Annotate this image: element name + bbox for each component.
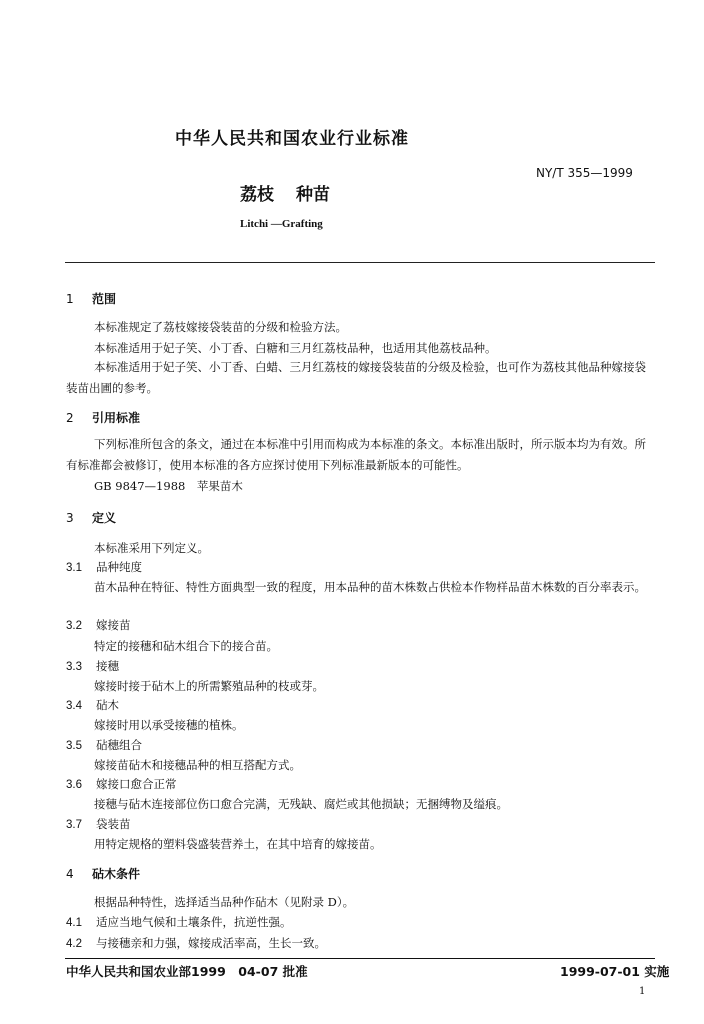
section-3-para-1: 本标准采用下列定义。 — [94, 541, 209, 555]
section-2-para-1: 下列标准所包含的条文，通过在本标准中引用而构成为本标准的条文。本标准出版时，所示版本均为有效。所有标准都会被修订，使用本标准的各方应探讨使用下列标准最新版本的可能性。 — [66, 437, 646, 472]
definition-3-4-text: 嫁接时用以承受接穗的植株。 — [94, 718, 244, 732]
section-1-para-1: 本标准规定了荔枝嫁接袋装苗的分级和检验方法。 — [94, 320, 347, 334]
document-title-part-1: 荔枝 — [240, 185, 274, 205]
footer-divider — [65, 958, 655, 959]
section-4-item-2: 4.2 与接穗亲和力强，嫁接成活率高，生长一致。 — [66, 936, 326, 950]
standard-number: NY/T 355—1999 — [536, 166, 633, 180]
section-2-reference: GB 9847—1988 苹果苗木 — [94, 479, 243, 493]
definition-3-2-heading: 3.2 嫁接苗 — [66, 618, 131, 632]
section-1-heading: 1 范围 — [66, 292, 117, 306]
definition-3-1-heading: 3.1 品种纯度 — [66, 560, 142, 574]
section-1-para-3: 本标准适用于妃子笑、小丁香、白蜡、三月红荔枝的嫁接袋装苗的分级及检验，也可作为荔枝其他品种嫁接袋装苗出圃的参考。 — [66, 360, 646, 395]
header-divider — [65, 262, 655, 263]
section-2-heading: 2 引用标准 — [66, 411, 141, 425]
standard-title: 中华人民共和国农业行业标准 — [175, 129, 409, 149]
document-title — [240, 180, 330, 205]
document-english-title: Litchi —Grafting — [240, 218, 323, 230]
definition-3-7-heading: 3.7 袋装苗 — [66, 817, 131, 831]
issued-date: 中华人民共和国农业部1999 04-07 批准 — [66, 964, 308, 979]
definition-3-5-text: 嫁接苗砧木和接穗品种的相互搭配方式。 — [94, 758, 301, 772]
page-number: 1 — [639, 986, 646, 997]
definition-3-3-text: 嫁接时接于砧木上的所需繁殖品种的枝或芽。 — [94, 679, 324, 693]
definition-3-1-text: 苗木品种在特征、特性方面典型一致的程度，用本品种的苗木株数占供检本作物样品苗木株数的百分率表示。 — [94, 580, 646, 594]
section-4-heading: 4 砧木条件 — [66, 867, 141, 881]
section-4-item-1: 4.1 适应当地气候和土壤条件，抗逆性强。 — [66, 915, 292, 929]
section-4-para-1: 根据品种特性，选择适当品种作砧木（见附录 D）。 — [94, 895, 355, 909]
definition-3-4-heading: 3.4 砧木 — [66, 698, 119, 712]
definition-3-7-text: 用特定规格的塑料袋盛装营养土，在其中培育的嫁接苗。 — [94, 837, 382, 851]
section-3-heading: 3 定义 — [66, 511, 117, 525]
section-1-para-2: 本标准适用于妃子笑、小丁香、白糖和三月红荔枝品种，也适用其他荔枝品种。 — [94, 341, 497, 355]
document-title-part-2: 种苗 — [296, 185, 330, 205]
definition-3-5-heading: 3.5 砧穗组合 — [66, 738, 142, 752]
effective-date: 1999-07-01 实施 — [560, 964, 670, 979]
definition-3-2-text: 特定的接穗和砧木组合下的接合苗。 — [94, 639, 278, 653]
definition-3-6-text: 接穗与砧木连接部位伤口愈合完满，无残缺、腐烂或其他损缺；无捆缚物及缢痕。 — [94, 797, 508, 811]
definition-3-3-heading: 3.3 接穗 — [66, 659, 119, 673]
definition-3-6-heading: 3.6 嫁接口愈合正常 — [66, 777, 177, 791]
